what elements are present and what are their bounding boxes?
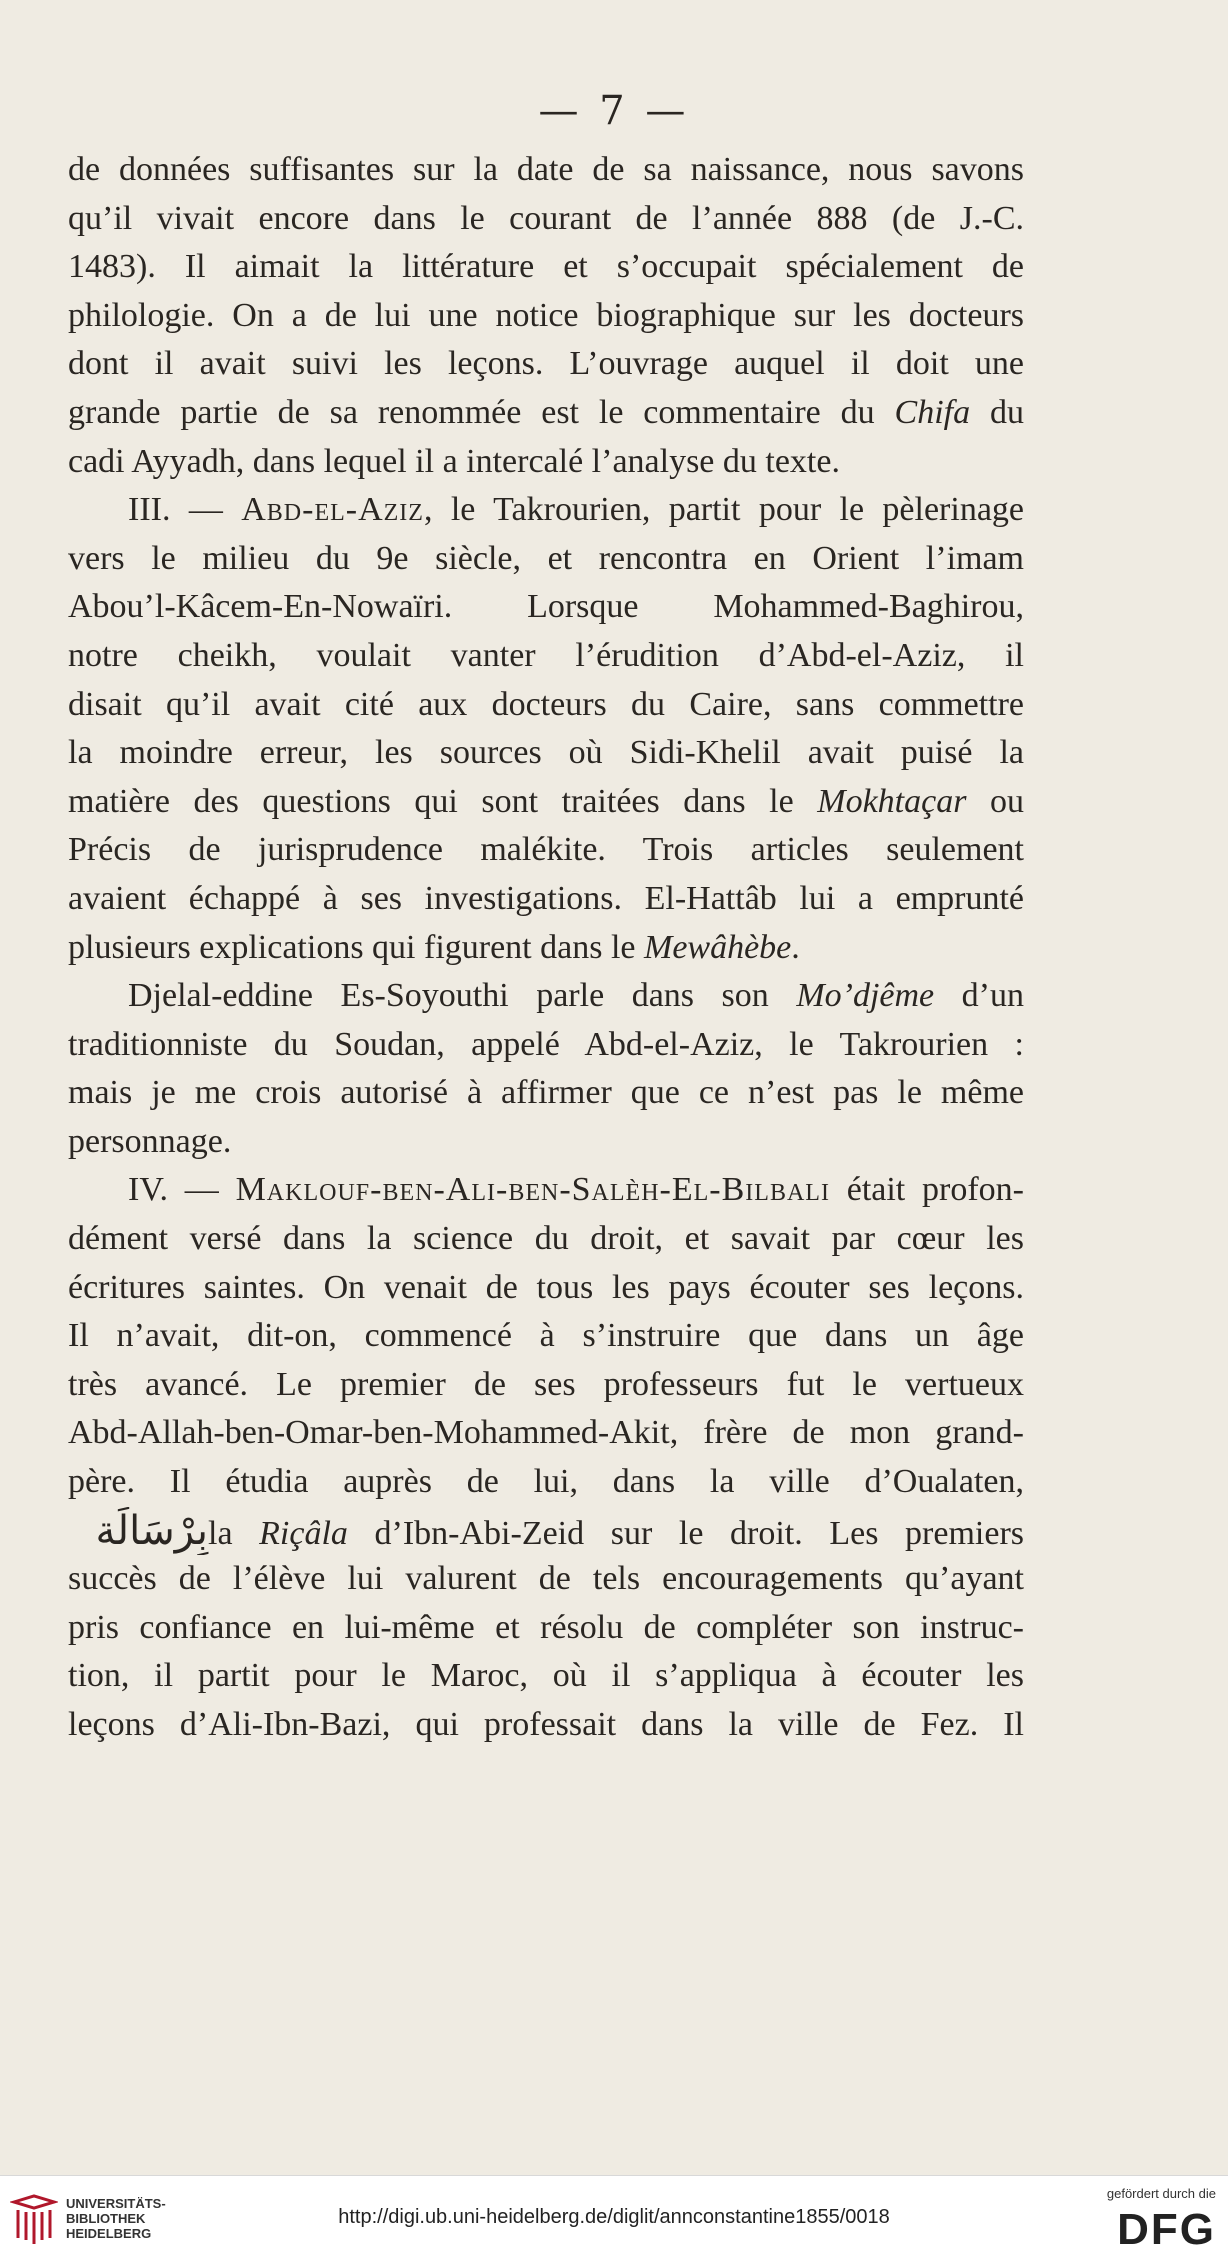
text-line: tion, il partit pour le Maroc, où il s’appliqua à écouter les [68, 1657, 1024, 1695]
text-line: dont il avait suivi les leçons. L’ouvrage auquel il doit une [68, 345, 1024, 383]
text-fragment: d’Ibn-Abi-Zeid sur le droit. Les premiers [347, 1514, 1024, 1552]
arabic-word: بِرْسَالَة [95, 1507, 208, 1554]
page-number: — 7 — [538, 88, 690, 134]
text-line: avaient échappé à ses investigations. El-Hattâb lui a emprunté [68, 879, 1024, 917]
section-heading-line [68, 1166, 1024, 1215]
text-line: la moindre erreur, les sources où Sidi-Khelil avait puisé la [68, 734, 1024, 772]
section-name: Abd-el-Aziz [241, 491, 424, 529]
text-fragment: Djelal-eddine Es-Soyouthi parle dans son [128, 977, 797, 1015]
text-fragment: — [168, 1171, 236, 1209]
text-line: philologie. On a de lui une notice biographique sur les docteurs [68, 296, 1024, 334]
text-line: Précis de jurisprudence malékite. Trois articles seulement [68, 831, 1024, 869]
section-heading-line [68, 486, 1024, 535]
permalink-url[interactable]: http://digi.ub.uni-heidelberg.de/diglit/annconstantine1855/0018 [338, 2206, 890, 2228]
text-line: dément versé dans la science du droit, et savait par cœur les [68, 1220, 1024, 1258]
dfg-funding-label: gefördert durch die [1106, 2186, 1216, 2201]
text-fragment: — [170, 491, 242, 529]
text-line: pris confiance en lui-même et résolu de compléter son instruc- [68, 1608, 1024, 1646]
text-line [68, 778, 1024, 827]
text-fragment: du [970, 393, 1024, 431]
library-name-line: BIBLIOTHEK [66, 2211, 146, 2226]
text-line: cadi Ayyadh, dans lequel il a intercalé l’analyse du texte. [68, 442, 840, 480]
text-fragment: , le Takrourien, partit pour le pèlerinage [423, 491, 1024, 529]
text-fragment: matière des questions qui sont traitées dans le [68, 782, 818, 820]
text-body [68, 146, 1024, 1750]
work-title-mokhtacar: Mokhtaçar [817, 782, 967, 820]
section-number: IV. [128, 1171, 168, 1209]
library-name-line: HEIDELBERG [66, 2226, 152, 2241]
library-name-line: UNIVERSITÄTS- [66, 2196, 166, 2211]
text-fragment: grande partie de sa renommée est le commentaire du [68, 393, 895, 431]
text-line: vers le milieu du 9e siècle, et rencontra en Orient l’imam [68, 539, 1024, 577]
text-fragment: . [791, 928, 800, 966]
text-line: personnage. [68, 1122, 232, 1160]
text-line [68, 389, 1024, 438]
text-line: qu’il vivait encore dans le courant de l’année 888 (de J.-C. [68, 199, 1024, 237]
text-line: leçons d’Ali-Ibn-Bazi, qui professait dans la ville de Fez. Il [68, 1706, 1024, 1743]
section-name: Maklouf-ben-Ali-ben-Salèh-El-Bilbali [235, 1171, 830, 1209]
text-fragment: plusieurs explications qui figurent dans le [68, 928, 644, 966]
text-line: succès de l’élève lui valurent de tels encouragements qu’ayant [68, 1560, 1024, 1598]
text-line: notre cheikh, voulait vanter l’érudition d’Abd-el-Aziz, il [68, 636, 1024, 674]
viewer-footer [0, 2175, 1228, 2263]
text-line [68, 972, 1024, 1021]
text-fragment: la [208, 1514, 260, 1552]
text-line [68, 924, 1024, 973]
text-line: très avancé. Le premier de ses professeurs fut le vertueux [68, 1365, 1024, 1403]
text-line: de données suffisantes sur la date de sa naissance, nous savons [68, 151, 1024, 188]
text-line: écritures saintes. On venait de tous les pays écouter ses leçons. [68, 1268, 1024, 1306]
dfg-logo: DFG [1117, 2205, 1216, 2254]
text-line [68, 1507, 1024, 1556]
text-line: disait qu’il avait cité aux docteurs du Caire, sans commettre [68, 685, 1024, 723]
work-title-mewahebe: Mewâhèbe [644, 928, 792, 966]
text-line: mais je me crois autorisé à affirmer que ce n’est pas le même [68, 1074, 1024, 1112]
text-line: père. Il étudia auprès de lui, dans la ville d’Oualaten, [68, 1463, 1024, 1501]
text-line: Il n’avait, dit-on, commencé à s’instruire que dans un âge [68, 1317, 1024, 1355]
text-line: 1483). Il aimait la littérature et s’occupait spécialement de [68, 248, 1024, 286]
work-title-chifa: Chifa [894, 393, 971, 431]
text-fragment: était profon- [829, 1171, 1024, 1209]
text-line: Abou’l-Kâcem-En-Nowaïri. Lorsque Mohammed-Baghirou, [68, 588, 1024, 626]
work-title-modjeme: Mo’djême [796, 977, 935, 1015]
text-line: Abd-Allah-ben-Omar-ben-Mohammed-Akit, frère de mon grand- [68, 1414, 1024, 1452]
text-fragment: ou [966, 782, 1024, 820]
work-title-ricala: Riçâla [259, 1514, 348, 1552]
text-line: traditionniste du Soudan, appelé Abd-el-Aziz, le Takrourien : [68, 1025, 1024, 1063]
section-number: III. [128, 491, 171, 529]
text-fragment: d’un [934, 977, 1024, 1015]
